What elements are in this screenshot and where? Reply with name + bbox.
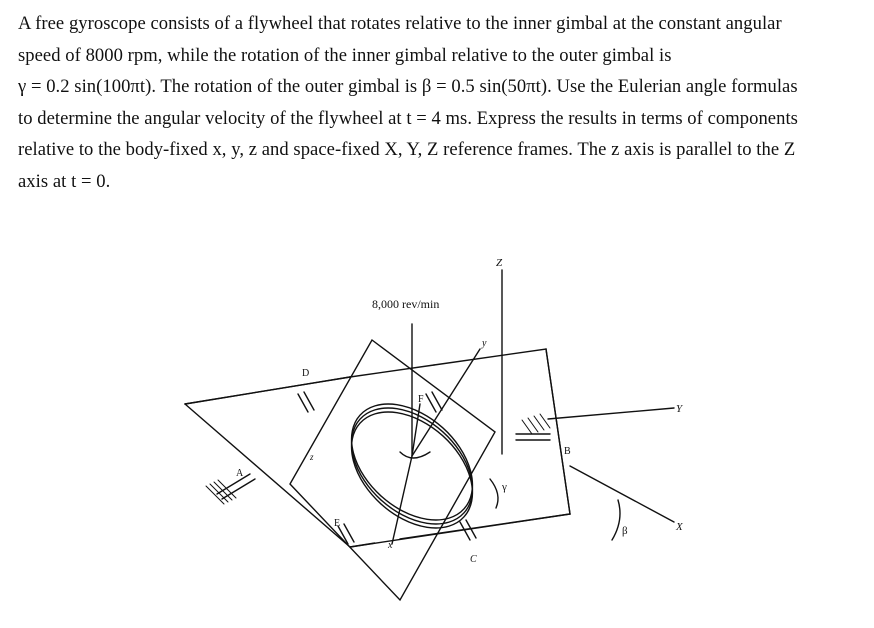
- x-axis: [392, 456, 412, 544]
- outer-gimbal-frame: [185, 349, 570, 547]
- problem-line-1: A free gyroscope consists of a flywheel that rotates relative to the inner gimbal at the constant angular: [18, 13, 782, 34]
- problem-line-6: axis at t = 0.: [18, 170, 111, 192]
- label-y: y: [482, 338, 487, 349]
- label-X: X: [676, 521, 683, 533]
- problem-statement: [18, 8, 868, 198]
- label-beta: β: [622, 525, 628, 537]
- label-A: A: [236, 468, 244, 479]
- Y-axis: [548, 408, 674, 419]
- label-C: C: [470, 554, 477, 565]
- label-gamma: γ: [502, 481, 507, 493]
- label-Y: Y: [676, 403, 683, 415]
- label-E: E: [334, 518, 341, 529]
- gyroscope-figure: [150, 244, 750, 628]
- problem-line-2: speed of 8000 rpm, while the rotation of the inner gimbal relative to the outer gimbal is: [18, 44, 672, 66]
- label-B: B: [564, 446, 571, 457]
- label-x: x: [388, 540, 393, 551]
- X-axis: [570, 466, 674, 522]
- outer-gimbal-outline: [185, 377, 350, 404]
- label-z: z: [310, 452, 314, 462]
- label-Z: Z: [496, 257, 503, 269]
- problem-line-5: relative to the body-fixed x, y, z and space-fixed X, Y, Z reference frames. The z axis is parallel to the Z: [18, 139, 796, 161]
- problem-line-4: to determine the angular velocity of the flywheel at t = 4 ms. Express the results in terms of components: [18, 107, 798, 129]
- problem-line-3: γ = 0.2 sin(100πt). The rotation of the outer gimbal is β = 0.5 sin(50πt). Use the Eulerian angle formulas: [18, 76, 798, 98]
- gamma-arrow: [490, 479, 498, 508]
- beta-arrow: [612, 500, 620, 540]
- label-F: F: [418, 394, 424, 405]
- label-D: D: [302, 368, 310, 379]
- speed-label: 8,000 rev/min: [372, 297, 440, 311]
- gyroscope-diagram: [150, 244, 750, 628]
- inner-gimbal-frame: [290, 340, 495, 600]
